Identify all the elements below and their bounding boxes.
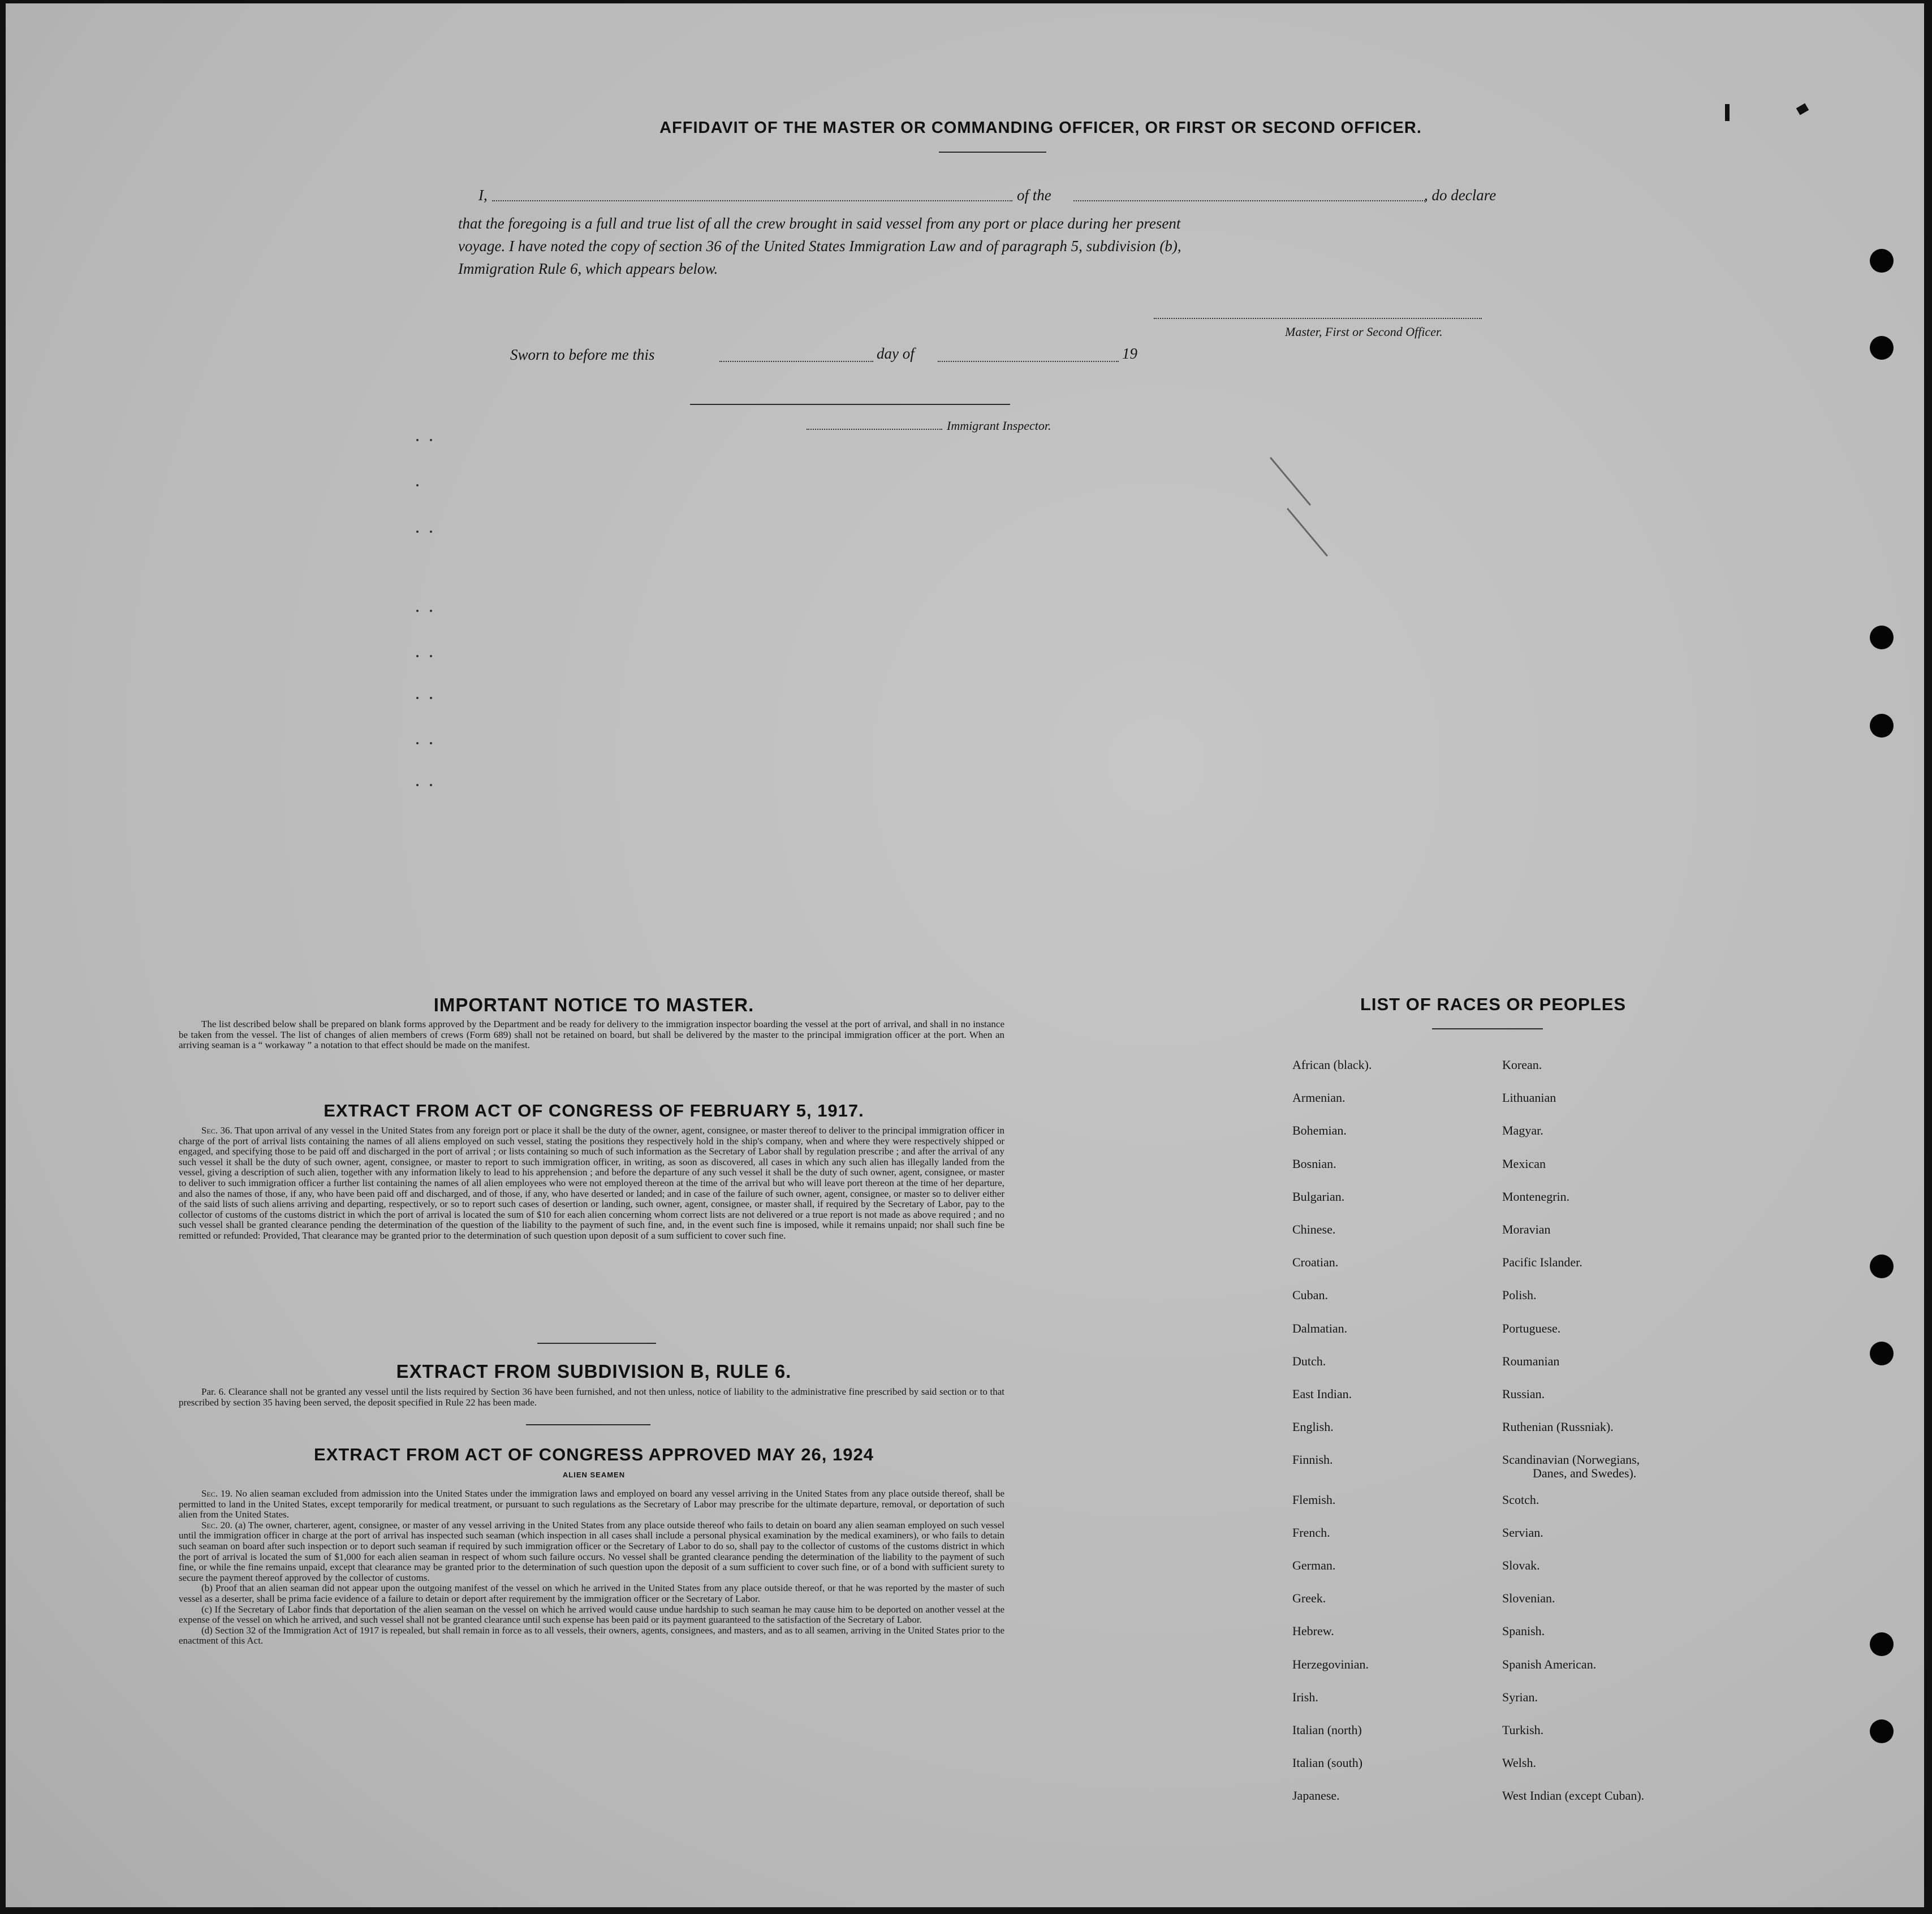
race-item: French. — [1292, 1525, 1330, 1540]
races-title: LIST OF RACES OR PEOPLES — [1360, 994, 1627, 1014]
race-item: Italian (south) — [1292, 1756, 1363, 1770]
race-item: German. — [1292, 1558, 1336, 1573]
race-item: Scandinavian (Norwegians, — [1502, 1452, 1640, 1467]
section-label: Sec. 36. — [201, 1125, 232, 1136]
notice-title: IMPORTANT NOTICE TO MASTER. — [433, 994, 754, 1015]
document-page — [6, 3, 1924, 1907]
extract-1924-text — [179, 1489, 1004, 1646]
margin-dot — [416, 531, 419, 533]
race-item: Portuguese. — [1502, 1321, 1561, 1335]
race-item: African (black). — [1292, 1058, 1372, 1072]
extract-1917-text — [179, 1126, 1004, 1241]
sworn-day-field[interactable] — [719, 361, 873, 362]
race-item: Dutch. — [1292, 1353, 1326, 1368]
binder-hole-icon — [1870, 1632, 1894, 1656]
race-item: Greek. — [1292, 1591, 1326, 1606]
race-item: Croatian. — [1292, 1255, 1339, 1270]
affidavit-line-i: I, — [478, 187, 488, 204]
binder-hole-icon — [1870, 1719, 1894, 1743]
races-title-underline — [1432, 1028, 1543, 1029]
race-item: Magyar. — [1502, 1123, 1543, 1138]
section-20c-text: (c) If the Secretary of Labor finds that deportation of the alien seaman on the vessel on which he arrived would cause undue hardship to such seaman he may cause him to be deported on another vessel at the expense of the vessel on which he arrived, and such vessel shall not be granted clearance until such expense has been paid or its payment guaranteed to the satisfaction of the Secretary of Labor. — [179, 1603, 1004, 1626]
affidavit-line-4: Immigration Rule 6, which appears below. — [458, 260, 718, 277]
race-item: West Indian (except Cuban). — [1502, 1788, 1645, 1803]
binder-hole-icon — [1870, 336, 1894, 360]
extract-1917-title: EXTRACT FROM ACT OF CONGRESS OF FEBRUARY 5, 1917. — [324, 1101, 864, 1120]
race-item: Syrian. — [1502, 1689, 1538, 1704]
race-item: Lithuanian — [1502, 1090, 1556, 1105]
section-20d-text: (d) Section 32 of the Immigration Act of 1917 is repealed, but shall remain in force as to all vessels, their owners, agents, consignees, and masters, and as to all seamen, arriving in the United States prior to the enactment of this Act. — [179, 1624, 1004, 1646]
race-item: Moravian — [1502, 1222, 1551, 1237]
race-item: English. — [1292, 1420, 1334, 1434]
section-label: Sec. 20. — [201, 1519, 232, 1531]
race-item: Welsh. — [1502, 1756, 1536, 1770]
inspector-signature-line — [690, 404, 1010, 405]
sworn-year: 19 — [1122, 345, 1137, 362]
race-item: Irish. — [1292, 1689, 1318, 1704]
race-item: Spanish. — [1502, 1624, 1545, 1639]
races-right-column — [1502, 1049, 1644, 1806]
vessel-blank-field[interactable] — [1073, 200, 1425, 201]
margin-dot — [416, 742, 419, 744]
margin-dot — [416, 439, 419, 441]
race-item: Italian (north) — [1292, 1723, 1362, 1738]
race-item: Chinese. — [1292, 1222, 1336, 1237]
margin-dot — [416, 697, 419, 699]
affidavit-line-2: that the foregoing is a full and true list of all the crew brought in said vessel from any port or place during her present — [458, 215, 1181, 232]
margin-dot — [430, 610, 432, 612]
race-item: Bulgarian. — [1292, 1189, 1345, 1204]
binder-hole-icon — [1870, 1255, 1894, 1278]
race-item: Servian. — [1502, 1525, 1543, 1540]
binder-hole-icon — [1870, 1342, 1894, 1365]
margin-dot — [430, 697, 432, 699]
title-underline — [939, 152, 1046, 153]
affidavit-declare: , do declare — [1424, 187, 1497, 204]
section-divider — [537, 1343, 656, 1344]
binder-hole-icon — [1870, 714, 1894, 738]
name-blank-field[interactable] — [492, 200, 1012, 201]
race-item: Slovak. — [1502, 1558, 1540, 1573]
extract-1924-subtitle: ALIEN SEAMEN — [562, 1471, 626, 1479]
bleed-through-stroke — [1287, 508, 1328, 557]
margin-dot — [416, 784, 419, 786]
race-item: Spanish American. — [1502, 1657, 1597, 1671]
race-item: Dalmatian. — [1292, 1321, 1348, 1335]
rule6-paragraph: Par. 6. Clearance shall not be granted any vessel until the lists required by Section 36 have been furnished, and not then unless, notice of liability to the administrative fine prescribed by said section or to that prescribed by section 35 having been served, the deposit specified in Rule 22 has been made. — [179, 1386, 1004, 1408]
extract-rule6-title: EXTRACT FROM SUBDIVISION B, RULE 6. — [396, 1361, 792, 1382]
section-19-text: No alien seaman excluded from admission into the United States under the immigration laws and employed on board any vessel arriving in the United States from any place outside thereof, shall be permitted to land in the United States, except temporarily for medical treatment, or pursuant to such regulations as the Secretary of Labor may prescribe for the ultimate departure, removal, or deportation of such alien from the United States. — [179, 1488, 1004, 1520]
sworn-day-of: day of — [877, 345, 915, 362]
race-item: Pacific Islander. — [1502, 1255, 1582, 1270]
margin-dot — [430, 531, 432, 533]
signature-blank-field[interactable] — [1154, 318, 1482, 319]
race-item: Polish. — [1502, 1288, 1537, 1303]
notice-paragraph: The list described below shall be prepared on blank forms approved by the Department and be ready for delivery to the immigration inspector boarding the vessel at the port of arrival, and shall in no instance be taken from the vessel. The list of changes of alien members of crews (Form 689) shall not be retained on board, but shall be delivered by the master to the principal immigration officer at the port. When an arriving seaman is a “ workaway ” a notation to that effect should be made on the manifest. — [179, 1019, 1004, 1051]
ink-mark — [1725, 104, 1730, 121]
race-item: Finnish. — [1292, 1452, 1333, 1467]
margin-dot — [430, 784, 432, 786]
margin-dot — [430, 742, 432, 744]
inspector-label: Immigrant Inspector. — [947, 419, 1051, 433]
affidavit-line-3: voyage. I have noted the copy of section 36 of the United States Immigration Law and of paragraph 5, subdivision (b), — [458, 238, 1181, 255]
section-label: Sec. 19. — [201, 1488, 233, 1499]
race-item: Hebrew. — [1292, 1624, 1334, 1639]
race-item: Herzegovinian. — [1292, 1657, 1369, 1671]
affidavit-title: AFFIDAVIT OF THE MASTER OR COMMANDING OFFICER, OR FIRST OR SECOND OFFICER. — [659, 119, 1422, 137]
race-item: Flemish. — [1292, 1492, 1336, 1507]
race-item: Japanese. — [1292, 1788, 1340, 1803]
race-item: Ruthenian (Russniak). — [1502, 1420, 1614, 1434]
sworn-prefix: Sworn to before me this — [510, 346, 655, 363]
race-item: Turkish. — [1502, 1723, 1544, 1738]
race-item: Scotch. — [1502, 1492, 1539, 1507]
race-item: Bohemian. — [1292, 1123, 1347, 1138]
race-item-continuation: Danes, and Swedes). — [1533, 1466, 1637, 1480]
margin-dot — [430, 439, 432, 441]
section-20a-text: (a) The owner, charterer, agent, consignee, or master of any vessel arriving in the United States from any place outside thereof who fails to detain on board any alien seaman employed on such vessel until the immigration officer in charge at the port of arrival has inspected such seaman (which inspection in all cases shall include a personal physical examination by the medical examiners), or who fails to detain such seaman on board after such inspection or to deport such seaman if required by such immigration officer or the Secretary of Labor to do so, shall pay to the collector of customs of the customs district in which the port of arrival is located the sum of $1,000 for each alien seaman in respect of whom such failure occurs. No vessel shall be granted clearance pending the determination of the liability to the payment of such fine, or while the fine remains unpaid, except that clearance may be granted prior to the determination of such question upon the deposit of a sum sufficient to cover such fine, or of a bond with sufficient surety to secure the payment thereof approved by the collector of customs. — [179, 1519, 1004, 1583]
section-20b-text: (b) Proof that an alien seaman did not appear upon the outgoing manifest of the vessel on which he arrived in the United States from any place outside thereof, or that he was reported by the master of such vessel as a deserter, shall be prima facie evidence of a failure to detain or deport after requirement by the immigration officer or the Secretary of Labor. — [179, 1583, 1004, 1604]
race-item: Mexican — [1502, 1156, 1546, 1171]
race-item: Russian. — [1502, 1387, 1545, 1402]
signature-label: Master, First or Second Officer. — [1285, 325, 1443, 339]
affidavit-of-the: of the — [1017, 187, 1051, 204]
race-item: Armenian. — [1292, 1090, 1346, 1105]
margin-dot — [430, 655, 432, 657]
margin-dot — [416, 655, 419, 657]
extract-1924-title: EXTRACT FROM ACT OF CONGRESS APPROVED MAY 26, 1924 — [314, 1445, 874, 1464]
binder-hole-icon — [1870, 249, 1894, 273]
binder-hole-icon — [1870, 626, 1894, 649]
extract-rule6-text — [179, 1387, 1004, 1408]
race-item: Slovenian. — [1502, 1591, 1555, 1606]
race-item: East Indian. — [1292, 1387, 1352, 1402]
margin-dot — [416, 610, 419, 612]
race-item: Montenegrin. — [1502, 1189, 1570, 1204]
inspector-blank-field[interactable] — [807, 429, 942, 430]
sworn-month-field[interactable] — [938, 361, 1119, 362]
margin-dot — [416, 484, 419, 486]
race-item: Bosnian. — [1292, 1156, 1336, 1171]
section-divider — [526, 1424, 650, 1425]
race-item: Cuban. — [1292, 1288, 1328, 1303]
ink-mark — [1796, 103, 1809, 115]
bleed-through-stroke — [1270, 457, 1311, 506]
race-item: Korean. — [1502, 1058, 1542, 1072]
races-left-column — [1292, 1049, 1372, 1806]
notice-text — [179, 1019, 1004, 1051]
race-item: Roumanian — [1502, 1353, 1560, 1368]
section-36-text: That upon arrival of any vessel in the United States from any foreign port or place it shall be the duty of the owner, agent, consignee, or master thereof to deliver to the principal immigration officer in charge of the port of arrival lists containing the names of all aliens employed on such vessel, stating the positions they respectively hold in the ship's company, when and where they were respectively shipped or engaged, and specifying those to be paid off and discharged in the port of arrival ; or lists containing so much of such information as the Secretary of Labor shall by regulation prescribe ; and after the arrival of any such vessel it shall be the duty of such owner, agent, consignee, or master to report to such immigration officer, in writing, as soon as discovered, all cases in which any such alien has illegally landed from the vessel, giving a description of such alien, together with any information likely to lead to his apprehension ; and before the departure of any such vessel it shall be the duty of such owner, agent, consignee, or master to deliver to such immigration officer a further list containing the names of all alien employees who were not employed thereon at the time of the arrival but who will leave port thereon at the time of her departure, and also the names of those, if any, who have been paid off and discharged, and of those, if any, who have deserted or landed; and in case of the failure of such owner, agent, consignee, or master so to deliver either of the said lists of such aliens arriving and departing, respectively, or so to report such cases of desertion or landing, such owner, agent, consignee, or master shall, if required by the Secretary of Labor, pay to the collector of customs of the customs district in which the port of arrival is located the sum of $10 for each alien concerning whom correct lists are not delivered or a true report is not made as above required ; and no such vessel shall be granted clearance pending the determination of the question of the liability to the payment of such fine, and, in the event such fine is imposed, while it remains unpaid; nor shall such fine be remitted or refunded: Provided, That clearance may be granted prior to the determination of such question upon deposit of a sum sufficient to cover such fine. — [179, 1125, 1004, 1241]
